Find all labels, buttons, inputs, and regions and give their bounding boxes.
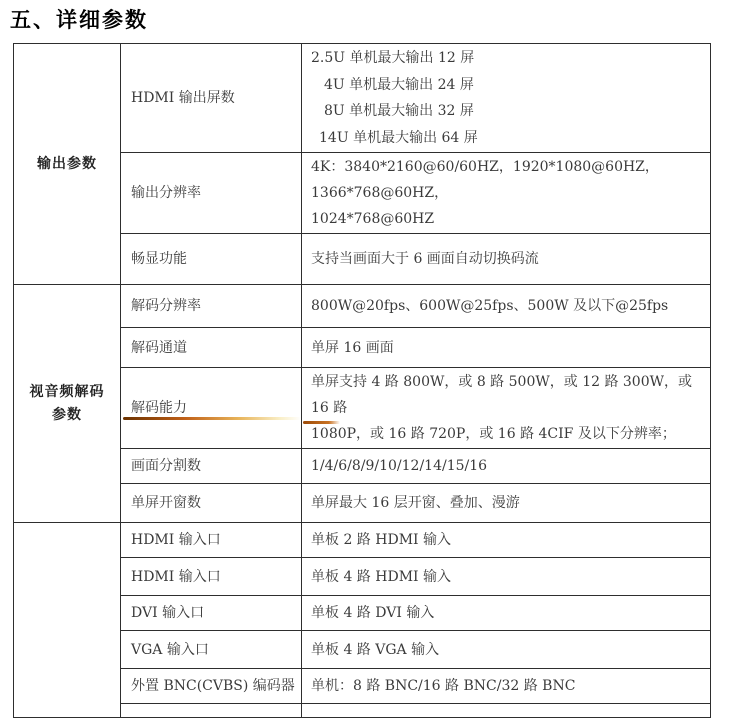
group-label-decode bbox=[14, 285, 121, 523]
param-value: 单板 4 路 HDMI 输入 bbox=[302, 558, 711, 596]
param-value bbox=[302, 153, 711, 234]
value-line: 1080P，或 16 路 720P，或 16 路 4CIF 及以下分辨率； bbox=[311, 426, 676, 442]
value-line: 1024*768@60HZ bbox=[311, 211, 435, 227]
value-line: 2.5U 单机最大输出 12 屏 bbox=[311, 50, 475, 66]
param-name bbox=[121, 704, 302, 718]
param-name: HDMI 输入口 bbox=[121, 523, 302, 558]
param-value: 单屏最大 16 层开窗、叠加、漫游 bbox=[302, 484, 711, 523]
param-name: DVI 输入口 bbox=[121, 596, 302, 631]
param-value: 单板 2 路 HDMI 输入 bbox=[302, 523, 711, 558]
param-value: 1/4/6/8/9/10/12/14/15/16 bbox=[302, 449, 711, 484]
group-label-text: 参数 bbox=[52, 406, 82, 423]
spec-table bbox=[13, 43, 711, 718]
param-name: 输出分辨率 bbox=[121, 153, 302, 234]
param-value: 支持当画面大于 6 画面自动切换码流 bbox=[302, 234, 711, 285]
table-row bbox=[14, 44, 711, 153]
param-value bbox=[302, 368, 711, 449]
group-label-text: 输出参数 bbox=[37, 155, 97, 172]
param-name: 解码分辨率 bbox=[121, 285, 302, 328]
param-value: 单板 4 路 DVI 输入 bbox=[302, 596, 711, 631]
scan-artifact-line bbox=[303, 421, 340, 424]
param-name: 解码通道 bbox=[121, 328, 302, 368]
group-label-output bbox=[14, 44, 121, 285]
param-name: HDMI 输出屏数 bbox=[121, 44, 302, 153]
scan-artifact-line bbox=[123, 417, 301, 420]
param-name: 单屏开窗数 bbox=[121, 484, 302, 523]
param-name: HDMI 输入口 bbox=[121, 558, 302, 596]
param-name: 外置 BNC(CVBS) 编码器 bbox=[121, 669, 302, 704]
param-value: 800W@20fps、600W@25fps、500W 及以下@25fps bbox=[302, 285, 711, 328]
param-name: 解码能力 bbox=[121, 368, 302, 449]
param-value bbox=[302, 704, 711, 718]
param-name: VGA 输入口 bbox=[121, 631, 302, 669]
value-line: 14U 单机最大输出 64 屏 bbox=[319, 129, 478, 146]
param-value: 单屏 16 画面 bbox=[302, 328, 711, 368]
param-value: 单板 4 路 VGA 输入 bbox=[302, 631, 711, 669]
value-line: 单屏支持 4 路 800W，或 8 路 500W，或 12 路 300W，或 16 路 bbox=[311, 374, 693, 416]
param-value bbox=[302, 44, 711, 153]
group-label-text: 视音频解码 bbox=[29, 383, 105, 400]
group-label-input bbox=[14, 523, 121, 718]
param-name: 画面分割数 bbox=[121, 449, 302, 484]
value-line: 8U 单机最大输出 32 屏 bbox=[324, 103, 474, 119]
value-line: 4K：3840*2160@60/60HZ，1920*1080@60HZ，1366*768@60HZ， bbox=[311, 159, 659, 201]
param-name: 畅显功能 bbox=[121, 234, 302, 285]
param-value: 单机：8 路 BNC/16 路 BNC/32 路 BNC bbox=[302, 669, 711, 704]
table-row bbox=[14, 523, 711, 558]
table-row bbox=[14, 285, 711, 328]
section-title: 五、详细参数 bbox=[10, 8, 148, 32]
value-line: 4U 单机最大输出 24 屏 bbox=[324, 76, 474, 93]
